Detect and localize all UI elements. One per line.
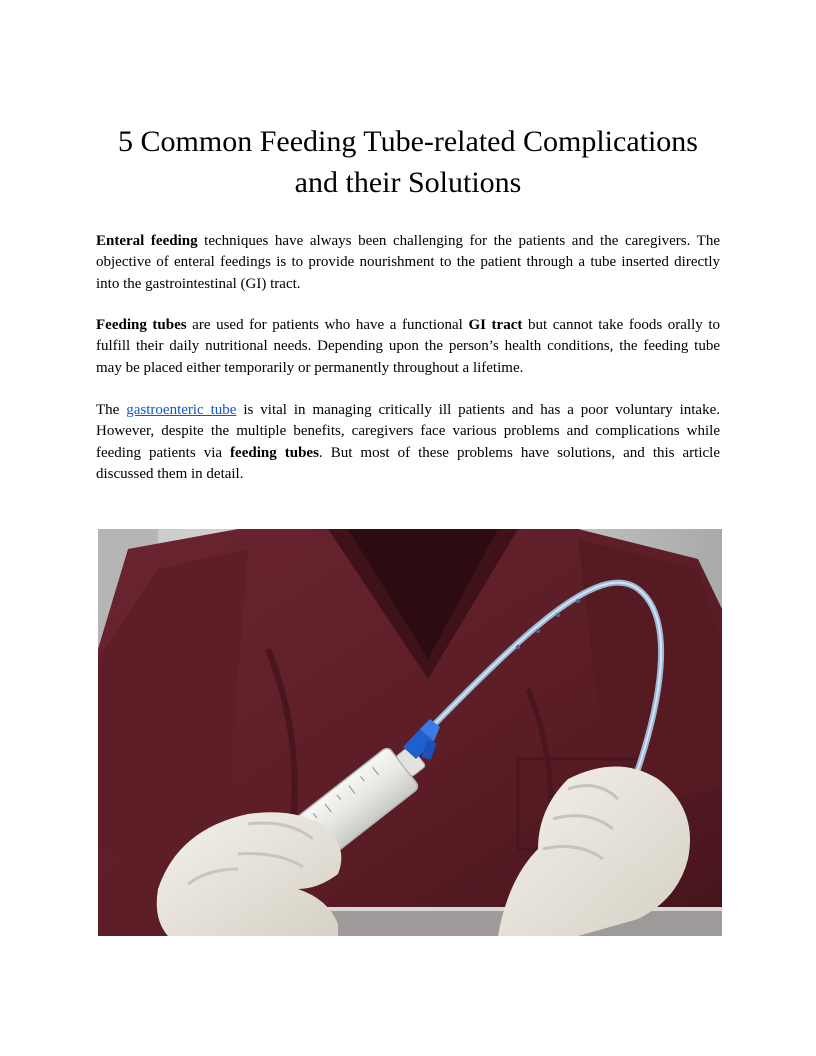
tube-mark-3 [556,613,560,617]
feeding-tube-illustration [98,529,722,936]
bold-feeding-tubes: Feeding tubes [96,317,187,333]
tube-mark-1 [516,645,520,649]
title-line-1: 5 Common Feeding Tube-related Complications [118,125,698,158]
page-title [96,121,720,203]
paragraph-2-text-a: are used for patients who have a functional [186,317,469,333]
bold-enteral-feeding: Enteral feeding [96,233,198,249]
paragraph-2-text-b: but cannot take foods orally to fulfill their daily nutritional needs. Depending upon the person’s health conditions, the feeding tube may be placed either temporarily or permanently throughout a lifetime. [96,317,720,376]
paragraph-3-text-a: is vital in managing critically ill patients and has a poor voluntary intake. However, despite the multiple benefits, caregivers face various problems and complications while feeding patients via [96,402,720,461]
paragraph-enteral-feeding [96,231,720,295]
paragraph-3-text-b: . But most of these problems have solutions, and this article discussed them in detail. [96,444,720,482]
bold-gi-tract: GI tract [468,317,523,333]
feeding-tube-photo [98,529,722,936]
tube-mark-2 [536,629,540,633]
gastroenteric-tube-link[interactable]: gastroenteric tube [126,402,237,418]
paragraph-feeding-tubes [96,315,720,379]
paragraph-gastroenteric-tube [96,400,720,485]
title-line-2: and their Solutions [294,166,522,199]
bold-feeding-tubes-2: feeding tubes [230,444,319,461]
paragraph-1-text: techniques have always been challenging for the patients and the caregivers. The objective of enteral feedings is to provide nourishment to the patient through a tube inserted directly into the gastrointestinal (GI) tract. [96,233,720,292]
paragraph-3-lead: The [96,402,127,418]
tube-mark-4 [576,599,580,603]
